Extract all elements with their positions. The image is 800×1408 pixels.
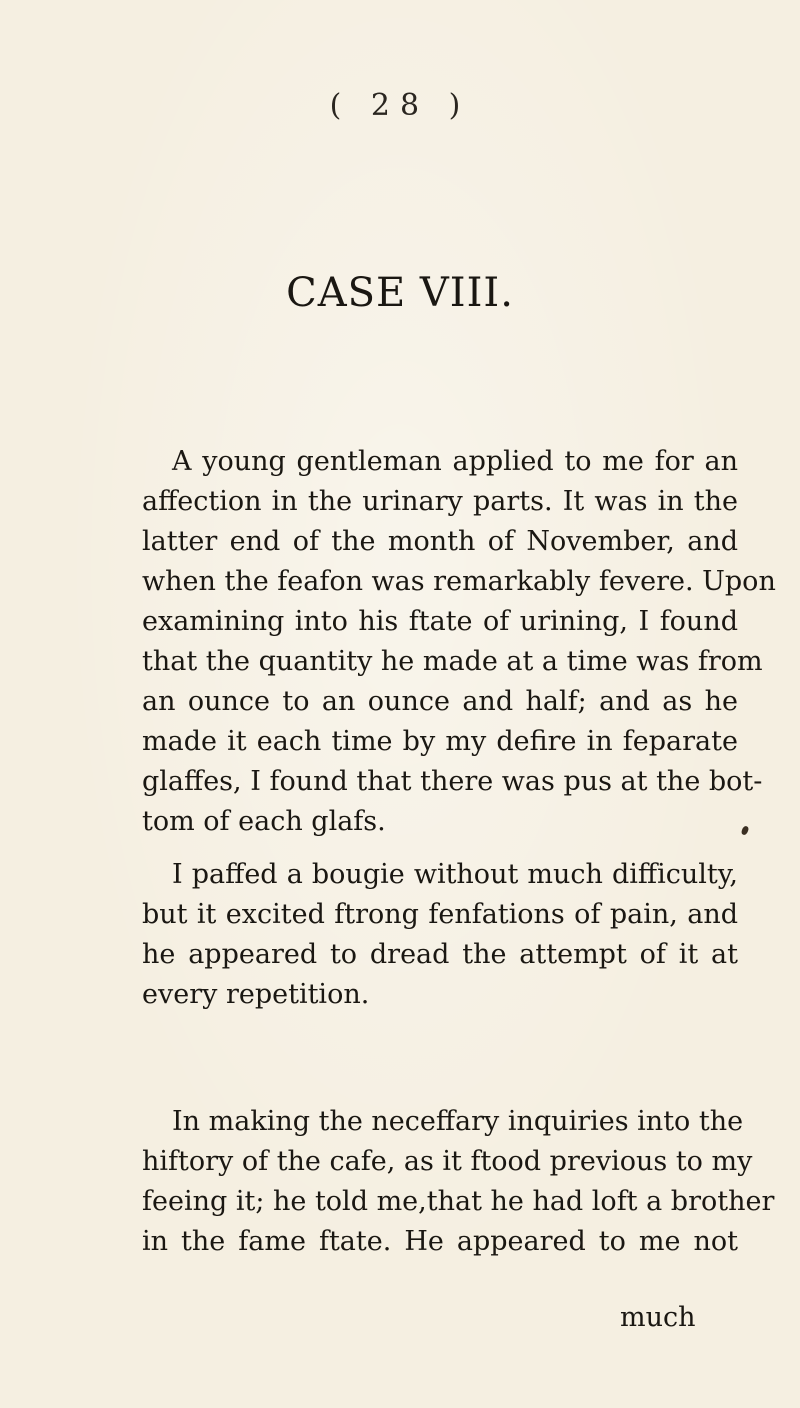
case-heading: CASE VIII.	[286, 270, 514, 316]
paragraph-3	[142, 1102, 775, 1262]
paragraph-1	[142, 442, 776, 842]
text-line: feeing it; he told me,that he had loft a brother	[142, 1186, 775, 1217]
text-line: A young gentleman applied to me for an	[172, 446, 738, 477]
text-line: when the feafon was remarkably fevere. Upon	[142, 566, 776, 597]
text-line: tom of each glafs.	[142, 806, 386, 837]
page-number: ( 28 )	[329, 88, 471, 123]
text-line: that the quantity he made at a time was from	[142, 646, 763, 677]
text-line: examining into his ftate of urining, I found	[142, 606, 738, 637]
text-line: every repetition.	[142, 979, 370, 1010]
ink-speck	[741, 825, 750, 836]
text-line: In making the neceffary inquiries into the	[172, 1106, 744, 1137]
text-line: he appeared to dread the attempt of it at	[142, 939, 738, 970]
text-line: but it excited ftrong fenfations of pain, and	[142, 899, 738, 930]
text-line: an ounce to an ounce and half; and as he	[142, 686, 738, 717]
text-line: I paffed a bougie without much difficulty,	[172, 859, 738, 890]
catchword: much	[620, 1302, 696, 1333]
text-line: affection in the urinary parts. It was in the	[142, 486, 738, 517]
text-line: hiftory of the cafe, as it ftood previous to my	[142, 1146, 753, 1177]
text-line: glaffes, I found that there was pus at the bot-	[142, 766, 763, 797]
text-line: latter end of the month of November, and	[142, 526, 738, 557]
text-line: in the fame ftate. He appeared to me not	[142, 1226, 738, 1257]
paragraph-2	[142, 855, 738, 1015]
text-line: made it each time by my defire in feparate	[142, 726, 738, 757]
